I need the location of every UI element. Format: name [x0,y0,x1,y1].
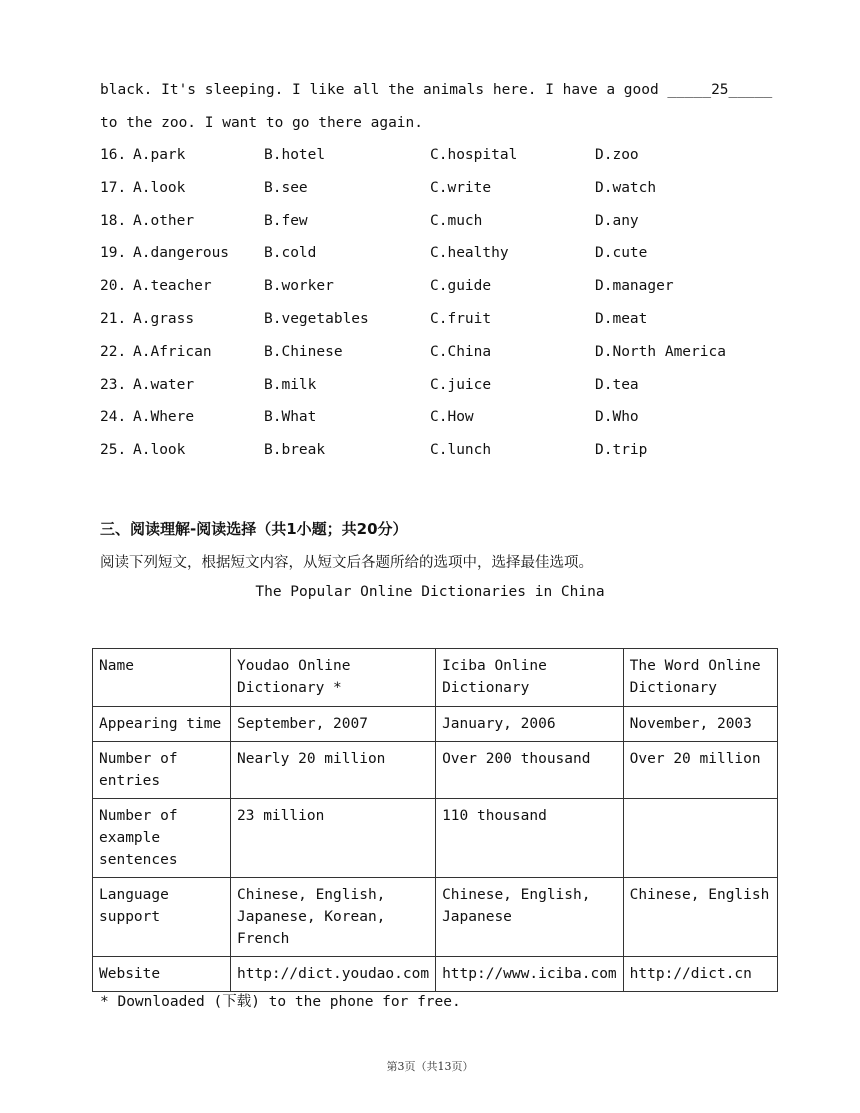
option-c: C.guide [430,278,492,295]
table-row [93,799,778,878]
option-b: B.milk [264,376,317,393]
option-b: B.see [264,179,308,196]
table-row-header: Appearing time [93,707,231,742]
option-c: C.lunch [430,442,492,459]
table-row [93,742,778,799]
question-number: 16. [100,147,127,163]
table-row [93,878,778,957]
table-cell: September, 2007 [231,707,436,742]
table-row [93,707,778,742]
option-a: A.other [133,212,195,229]
option-d: D.watch [595,179,657,196]
option-row [100,442,800,464]
option-d: D.manager [595,278,674,295]
table-row [93,957,778,992]
question-number: 24. [100,409,127,426]
table-cell: Over 200 thousand [436,742,624,799]
passage-line-2: to the zoo. I want to go there again. [100,115,424,131]
option-d: D.zoo [595,147,639,163]
option-a: A.look [133,179,186,196]
option-row [100,377,800,399]
table-cell: 110 thousand [436,799,624,878]
table-cell: The Word Online Dictionary [623,649,777,707]
option-a: A.grass [133,311,195,327]
option-c: C.juice [430,376,492,393]
table-cell: Chinese, English, Japanese, Korean, French [231,878,436,957]
table-cell: 23 million [231,799,436,878]
table-row-header: Name [93,649,231,707]
question-number: 25. [100,442,127,459]
option-c: C.healthy [430,245,509,262]
table-cell: Iciba Online Dictionary [436,649,624,707]
option-row [100,147,800,169]
passage-line-1: black. It's sleeping. I like all the animals here. I have a good _____25_____ [100,82,773,98]
option-c: C.fruit [430,311,492,327]
table-row-header: Website [93,957,231,992]
table-cell: Chinese, English [623,878,777,957]
section-instruction: 阅读下列短文，根据短文内容，从短文后各题所给的选项中，选择最佳选项。 [100,555,593,571]
option-d: D.cute [595,245,648,262]
option-b: B.Chinese [264,343,343,360]
footnote: * Downloaded (下载) to the phone for free. [100,994,461,1010]
table-cell: http://www.iciba.com [436,957,624,992]
option-c: C.much [430,212,483,229]
option-row [100,344,800,366]
option-a: A.African [133,343,212,360]
option-b: B.cold [264,245,317,262]
table-cell: http://dict.youdao.com [231,957,436,992]
section-heading: 三、阅读理解-阅读选择（共1小题；共20分） [100,520,408,538]
question-number: 19. [100,245,127,262]
question-number: 20. [100,278,127,295]
option-c: C.write [430,179,492,196]
option-a: A.Where [133,409,195,426]
table-row-header: Language support [93,878,231,957]
page-footer: 第3页（共13页） [386,1060,474,1073]
option-row [100,311,800,333]
option-b: B.break [264,442,326,459]
option-b: B.hotel [264,147,326,163]
option-b: B.worker [264,278,334,295]
option-a: A.water [133,376,195,393]
table-cell: Youdao Online Dictionary * [231,649,436,707]
dictionary-table [92,648,778,992]
question-number: 22. [100,343,127,360]
question-number: 23. [100,376,127,393]
table-cell: Chinese, English, Japanese [436,878,624,957]
table-cell [623,799,777,878]
table-row-header: Number of entries [93,742,231,799]
table-row-header: Number of example sentences [93,799,231,878]
table-cell: Nearly 20 million [231,742,436,799]
option-row [100,245,800,267]
option-b: B.vegetables [264,311,369,327]
question-number: 18. [100,212,127,229]
option-b: B.What [264,409,317,426]
option-d: D.meat [595,311,648,327]
option-d: D.any [595,212,639,229]
option-b: B.few [264,212,308,229]
table-title: The Popular Online Dictionaries in China [255,584,605,600]
option-a: A.dangerous [133,245,230,262]
question-number: 17. [100,179,127,196]
option-row [100,213,800,235]
option-c: C.China [430,343,492,360]
table-cell: Over 20 million [623,742,777,799]
option-d: D.North America [595,343,726,360]
option-c: C.How [430,409,474,426]
option-a: A.park [133,147,186,163]
option-d: D.Who [595,409,639,426]
table-cell: January, 2006 [436,707,624,742]
table-cell: November, 2003 [623,707,777,742]
option-a: A.teacher [133,278,212,295]
table-row [93,649,778,707]
option-c: C.hospital [430,147,518,163]
option-d: D.tea [595,376,639,393]
option-row [100,180,800,202]
option-row [100,409,800,431]
table-cell: http://dict.cn [623,957,777,992]
option-d: D.trip [595,442,648,459]
option-row [100,278,800,300]
option-a: A.look [133,442,186,459]
question-number: 21. [100,311,127,327]
